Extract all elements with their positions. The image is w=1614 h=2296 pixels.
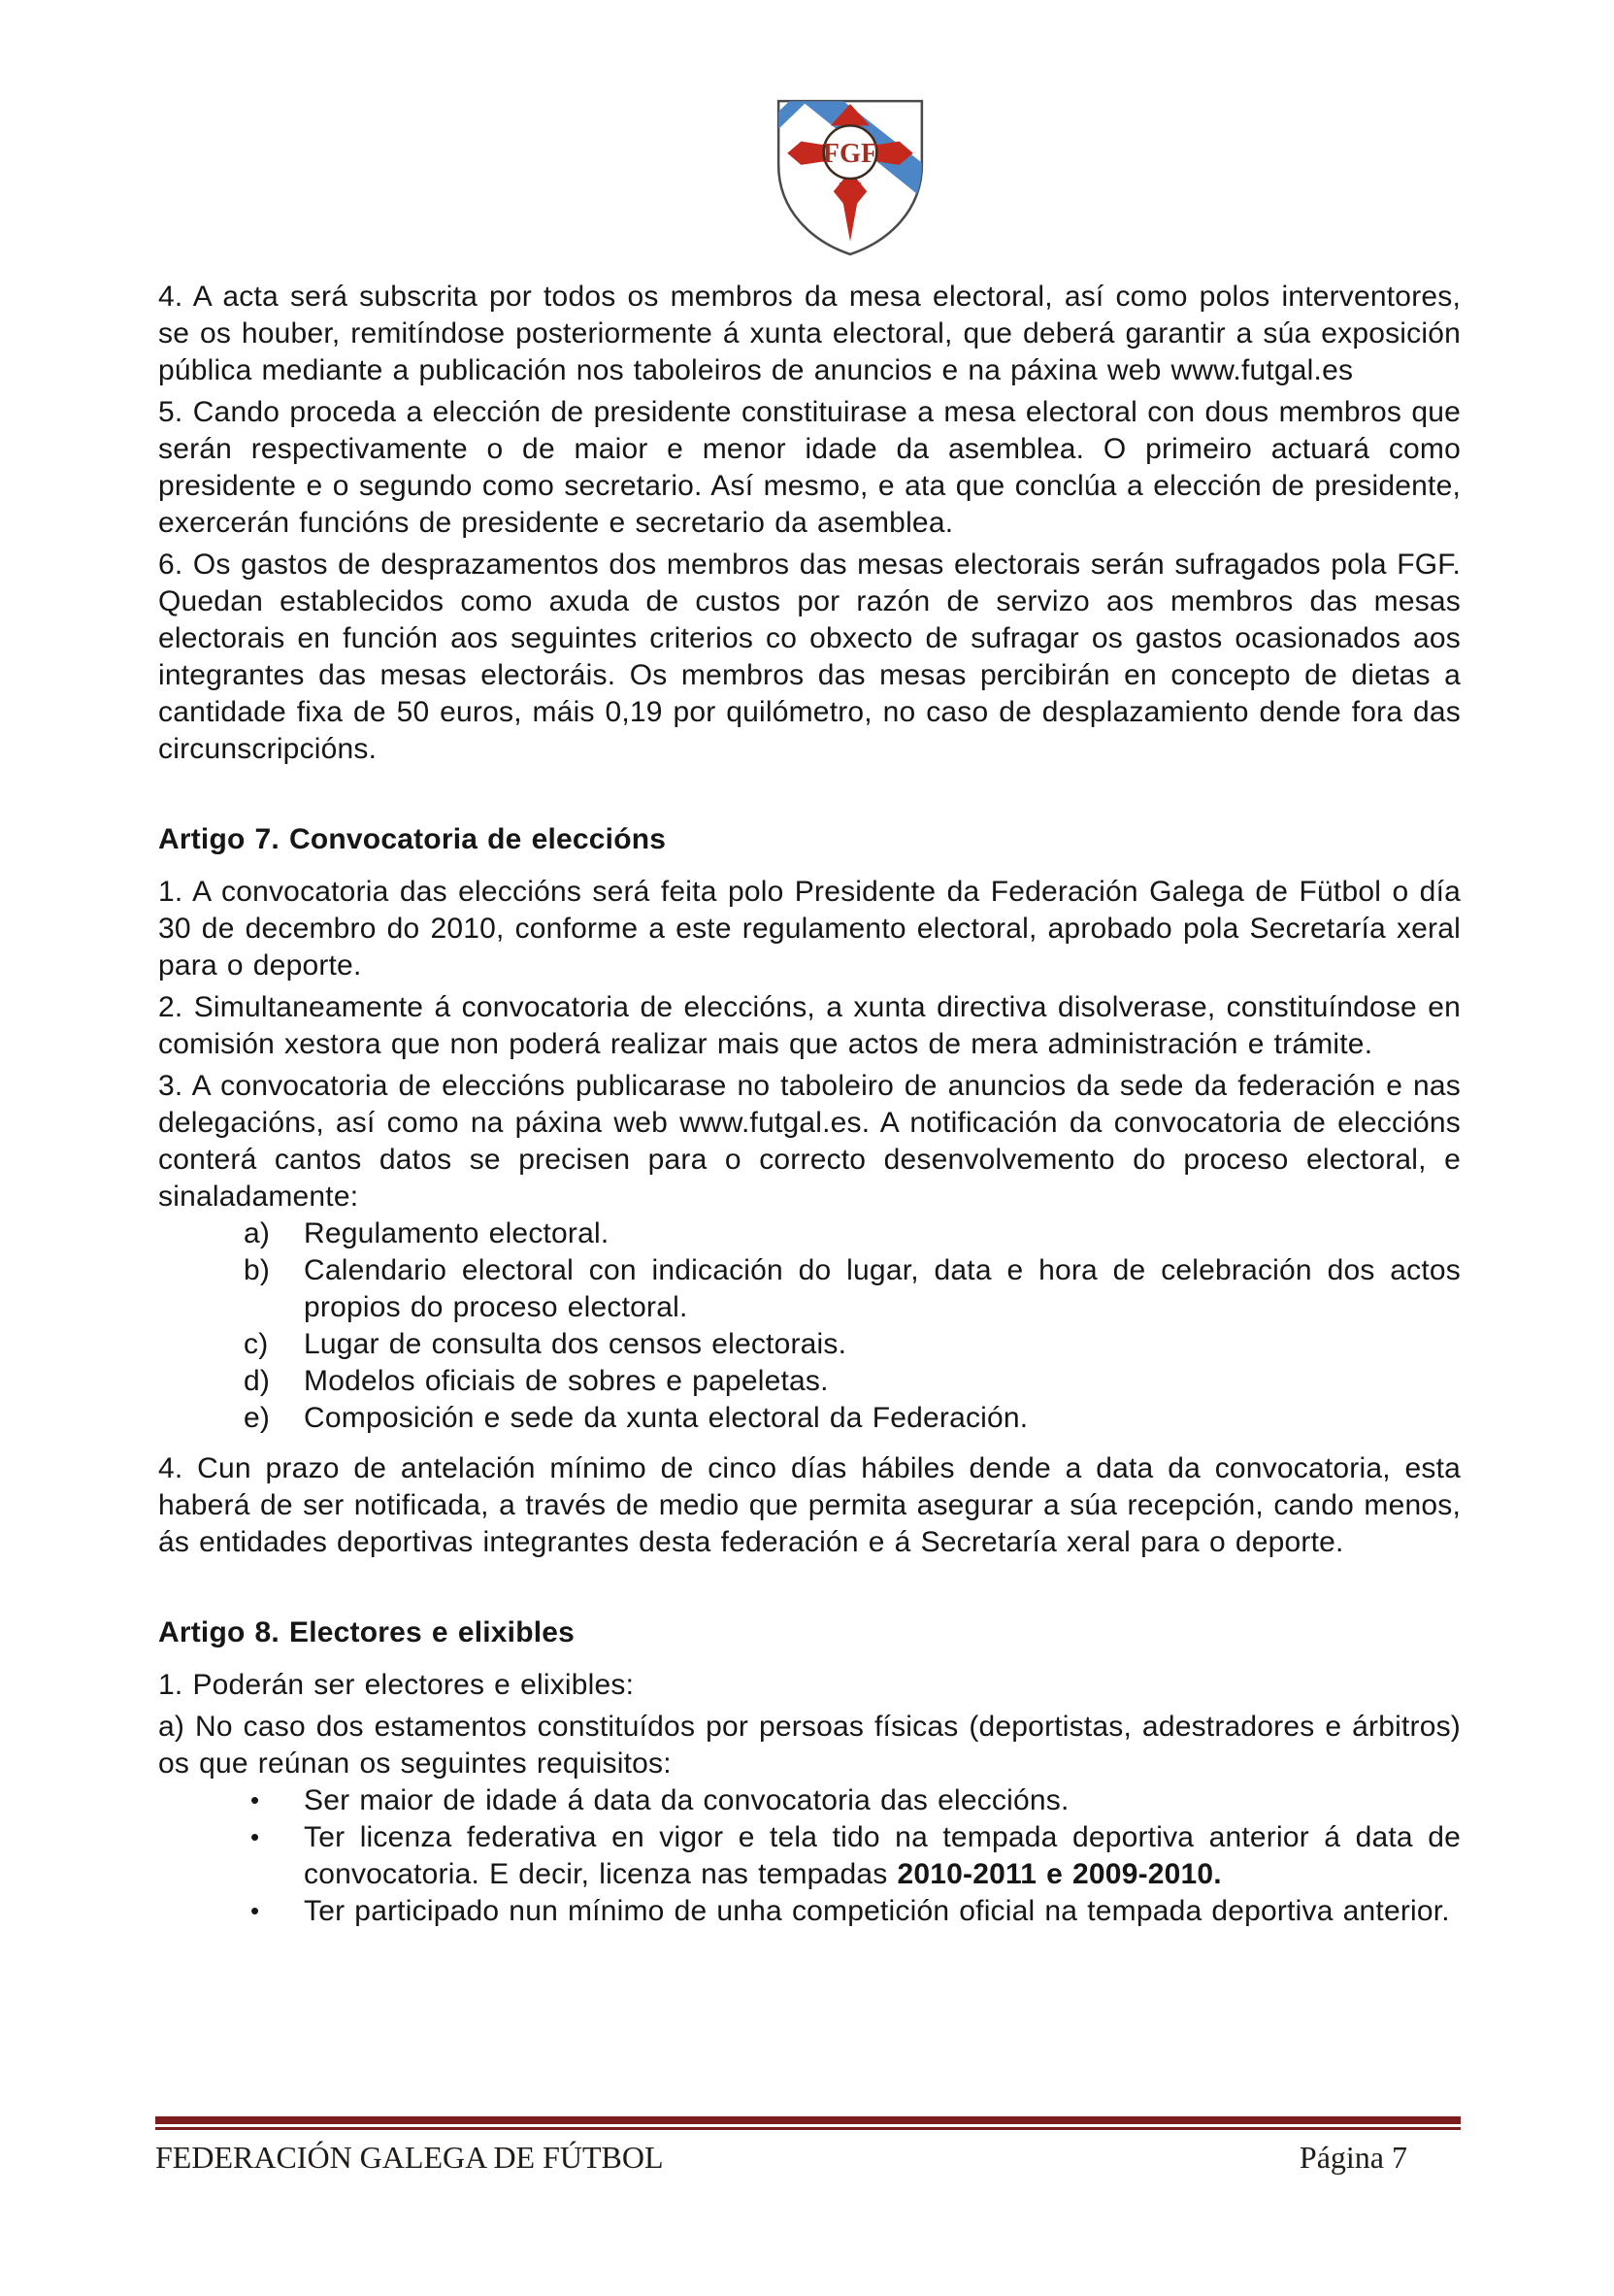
item-text: Calendario electoral con indicación do lugar, data e hora de celebración dos actos propios do proceso electoral. [304,1254,1461,1323]
paragraph: 2. Simultaneamente á convocatoria de eleccións, a xunta directiva disolverase, constituíndose en comisión xestora que non poderá realizar mais que actos de mera administración e trámite. [158,991,1461,1060]
item-text: Ter participado nun mínimo de unha competición oficial na tempada deportiva anterior. [304,1895,1450,1927]
bullet-list-item [158,1782,1461,1819]
item-letter: b) [244,1254,271,1286]
page-footer [155,2116,1461,2176]
item-text: Regulamento electoral. [304,1217,609,1249]
paragraph: a) No caso dos estamentos constituídos por persoas físicas (deportistas, adestradores e árbitros) os que reúnan os seguintes requisitos: [158,1711,1461,1780]
footer-page-number: Página 7 [1299,2140,1407,2175]
paragraph: 6. Os gastos de desprazamentos dos membros das mesas electorais serán sufragados pola FGF. Quedan establecidos como axuda de custos por razón de servizo aos membros das mesas electorais en función aos seguintes criterios co obxecto de sufragar os gastos ocasionados aos integrantes das mesas electoráis. Os membros das mesas percibirán en concepto de dietas a cantidade fixa de 50 euros, máis 0,19 por quilómetro, no caso de desplazamiento dende fora das circunscripcións. [158,549,1461,765]
item-text: Lugar de consulta dos censos electorais. [304,1328,847,1360]
article-heading: Artigo 8. Electores e elixibles [158,1616,576,1648]
footer-federation-name: FEDERACIÓN GALEGA DE FÚTBOL [155,2140,664,2175]
paragraph: 5. Cando proceda a elección de presidente constituirase a mesa electoral con dous membros que serán respectivamente o de maior e menor idade da asemblea. O primeiro actuará como presidente e o segundo como secretario. Así mesmo, e ata que conclúa a elección de presidente, exercerán funcións de presidente e secretario da asemblea. [158,396,1461,539]
lettered-list-item [158,1326,1461,1363]
fgf-shield-logo [772,92,929,259]
paragraph: 1. Poderán ser electores e elixibles: [158,1669,635,1701]
item-text: Ser maior de idade á data da convocatoria das eleccións. [304,1784,1070,1816]
item-text: Ter licenza federativa en vigor e tela tido na tempada deportiva anterior á data de convocatoria. E decir, licenza nas tempadas 2010-2011 e 2009-2010. [304,1821,1461,1890]
bullet-icon: • [250,1785,260,1814]
lettered-list-item [158,1252,1461,1326]
item-text: Modelos oficiais de sobres e papeletas. [304,1365,829,1397]
bullet-list-item [158,1893,1461,1930]
lettered-list-item [158,1215,1461,1252]
paragraph: 4. Cun prazo de antelación mínimo de cinco días hábiles dende a data da convocatoria, esta haberá de ser notificada, a través de medio que permita asegurar a súa recepción, cando menos, ás entidades deportivas integrantes desta federación e á Secretaría xeral para o deporte. [158,1452,1461,1558]
lettered-list-item [158,1363,1461,1400]
paragraph: 1. A convocatoria das eleccións será feita polo Presidente da Federación Galega de Fütbol o día 30 de decembro do 2010, conforme a este regulamento electoral, aprobado pola Secretaría xeral para o deporte. [158,876,1461,982]
footer-rule [155,2116,1461,2124]
paragraph: 4. A acta será subscrita por todos os membros da mesa electoral, así como polos interventores, se os houber, remitíndose posteriormente á xunta electoral, que deberá garantir a súa exposición pública mediante a publicación nos taboleiros de anuncios e na páxina web www.futgal.es [158,281,1461,386]
lettered-list-item [158,1400,1461,1437]
bullet-icon: • [250,1822,260,1851]
footer-rule-thin [155,2127,1461,2130]
item-text: Composición e sede da xunta electoral da Federación. [304,1402,1029,1434]
item-letter: a) [244,1217,271,1249]
bullet-list-item [158,1819,1461,1893]
item-letter: d) [244,1365,271,1397]
item-letter: e) [244,1402,271,1434]
item-letter: c) [244,1328,269,1360]
article-heading: Artigo 7. Convocatoria de eleccións [158,823,667,855]
paragraph: 3. A convocatoria de eleccións publicarase no taboleiro de anuncios da sede da federación e nas delegacións, así como na páxina web www.futgal.es. A notificación da convocatoria de eleccións conterá cantos datos se precisen para o correcto desenvolvemento do proceso electoral, e sinaladamente: [158,1070,1461,1213]
document-body [158,279,1461,1930]
bullet-icon: • [250,1896,260,1925]
fgf-monogram: FGF [822,138,878,169]
shield-icon [772,92,929,259]
